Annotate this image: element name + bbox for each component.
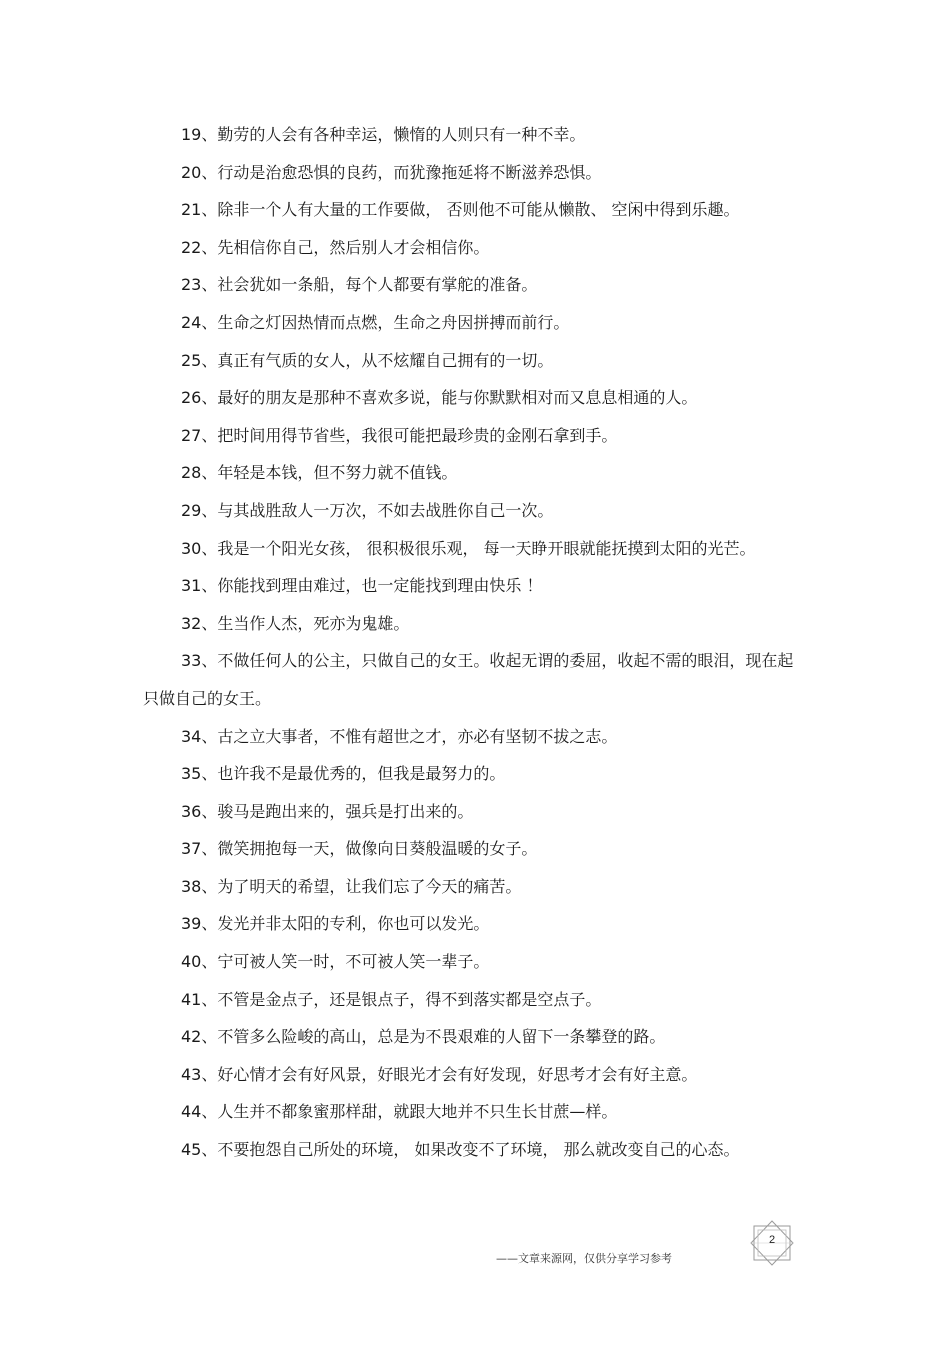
quote-item: 23、社会犹如一条船，每个人都要有掌舵的准备。 bbox=[181, 275, 538, 295]
quote-item: 34、古之立大事者，不惟有超世之才，亦必有坚韧不拔之志。 bbox=[181, 726, 618, 746]
quote-item: 21、除非一个人有大量的工作要做， 否则他不可能从懒散、 空闲中得到乐趣。 bbox=[181, 200, 740, 220]
quote-item: 31、你能找到理由难过，也一定能找到理由快乐 ！ bbox=[181, 576, 543, 596]
quote-item: 35、也许我不是最优秀的，但我是最努力的。 bbox=[181, 764, 506, 784]
quote-item: 45、不要抱怨自己所处的环境， 如果改变不了环境， 那么就改变自己的心态。 bbox=[181, 1140, 740, 1160]
quote-item: 42、不管多么险峻的高山，总是为不畏艰难的人留下一条攀登的路。 bbox=[181, 1027, 666, 1047]
quote-item: 26、最好的朋友是那种不喜欢多说，能与你默默相对而又息息相通的人。 bbox=[181, 388, 698, 408]
quote-item: 39、发光并非太阳的专利，你也可以发光。 bbox=[181, 914, 490, 934]
quote-item: 22、先相信你自己，然后别人才会相信你。 bbox=[181, 237, 490, 257]
footer-source-note: ——文章来源网，仅供分享学习参考 bbox=[496, 1252, 672, 1265]
quote-item: 25、真正有气质的女人，从不炫耀自己拥有的一切。 bbox=[181, 350, 554, 370]
quote-item: 36、骏马是跑出来的，强兵是打出来的。 bbox=[181, 801, 474, 821]
quote-item: 29、与其战胜敌人一万次，不如去战胜你自己一次。 bbox=[181, 500, 554, 520]
quote-item: 41、不管是金点子，还是银点子，得不到落实都是空点子。 bbox=[181, 989, 602, 1009]
quote-item: 38、为了明天的希望，让我们忘了今天的痛苦。 bbox=[181, 876, 522, 896]
quote-item: 43、好心情才会有好风景，好眼光才会有好发现，好思考才会有好主意。 bbox=[181, 1064, 698, 1084]
quote-item: 32、生当作人杰，死亦为鬼雄。 bbox=[181, 613, 410, 633]
quote-list bbox=[143, 116, 803, 1169]
quote-item: 44、人生并不都象蜜那样甜，就跟大地并不只生长甘蔗—样。 bbox=[181, 1102, 618, 1122]
quote-item: 19、勤劳的人会有各种幸运，懒惰的人则只有一种不幸。 bbox=[181, 125, 586, 144]
quote-item: 24、生命之灯因热情而点燃，生命之舟因拼搏而前行。 bbox=[181, 312, 570, 332]
quote-item: 28、年轻是本钱，但不努力就不值钱。 bbox=[181, 463, 458, 483]
page-number: 2 bbox=[768, 1234, 776, 1246]
quote-item: 27、把时间用得节省些，我很可能把最珍贵的金刚石拿到手。 bbox=[181, 425, 618, 445]
quote-item: 37、微笑拥抱每一天，做像向日葵般温暖的女子。 bbox=[181, 839, 538, 859]
quote-item: 33、不做任何人的公主，只做自己的女王。收起无谓的委屈，收起不需的眼泪，现在起只做自己的女王。 bbox=[143, 651, 794, 708]
page-number-badge bbox=[748, 1220, 796, 1266]
quote-item: 40、宁可被人笑一时，不可被人笑一辈子。 bbox=[181, 952, 490, 972]
quote-item: 20、行动是治愈恐惧的良药，而犹豫拖延将不断滋养恐惧。 bbox=[181, 162, 602, 182]
quote-item: 30、我是一个阳光女孩， 很积极很乐观， 每一天睁开眼就能抚摸到太阳的光芒。 bbox=[181, 538, 756, 558]
